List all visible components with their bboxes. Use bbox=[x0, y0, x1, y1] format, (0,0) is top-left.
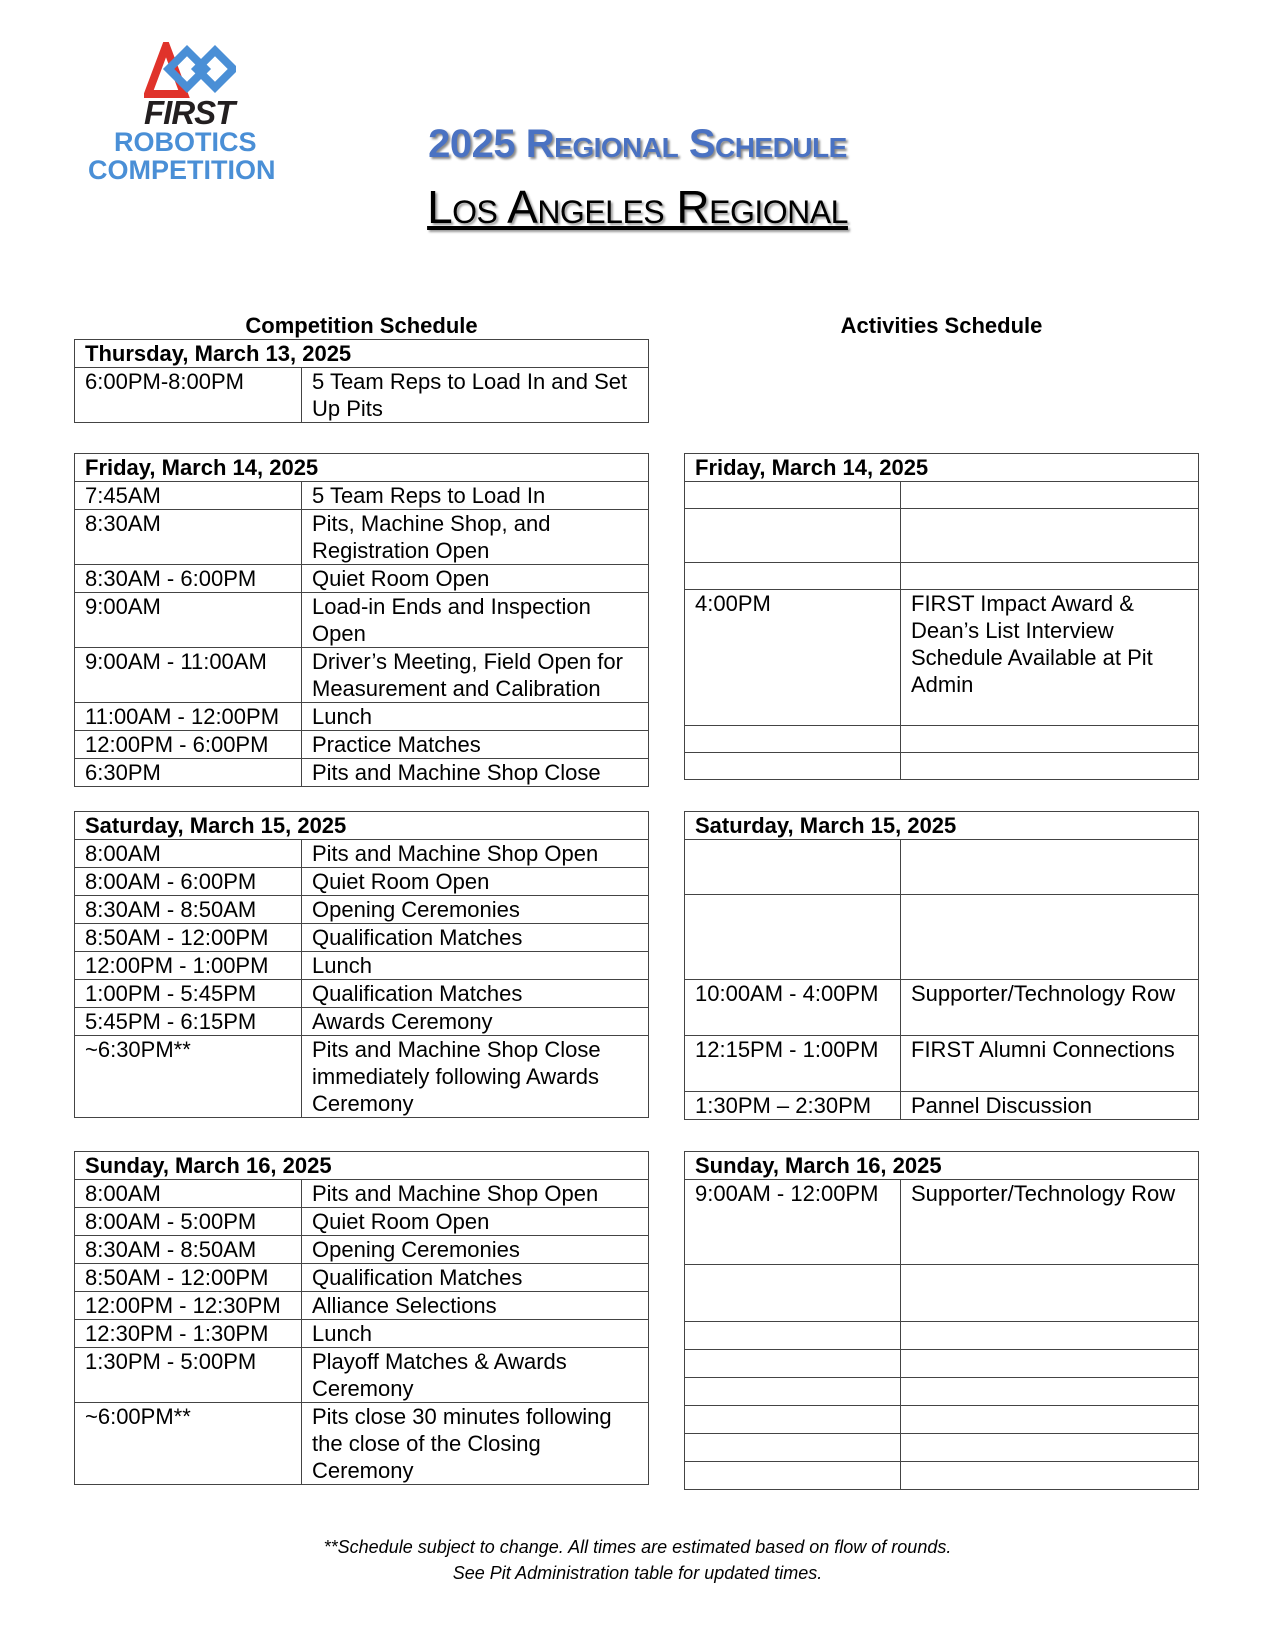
table-row bbox=[685, 563, 1199, 590]
competition-schedule-heading: Competition Schedule bbox=[245, 313, 478, 338]
event-cell: Lunch bbox=[302, 703, 649, 731]
table-row bbox=[685, 980, 1199, 1036]
table-row bbox=[75, 510, 649, 565]
time-cell: 8:00AM - 5:00PM bbox=[75, 1208, 302, 1236]
time-cell bbox=[685, 509, 901, 563]
table-row bbox=[75, 896, 649, 924]
event-cell: Supporter/Technology Row bbox=[901, 1180, 1199, 1265]
table-row bbox=[685, 1180, 1199, 1265]
page-title: 2025 Regional Schedule bbox=[428, 122, 847, 166]
logo-robotics-text: ROBOTICS bbox=[114, 127, 257, 157]
event-cell: Pannel Discussion bbox=[901, 1092, 1199, 1120]
event-cell bbox=[901, 509, 1199, 563]
footnote-line-2: See Pit Administration table for updated times. bbox=[452, 1563, 823, 1583]
time-cell: 8:50AM - 12:00PM bbox=[75, 924, 302, 952]
day-header: Saturday, March 15, 2025 bbox=[685, 812, 1199, 840]
time-cell bbox=[685, 1462, 901, 1490]
event-cell: Supporter/Technology Row bbox=[901, 980, 1199, 1036]
time-cell bbox=[685, 726, 901, 753]
event-cell bbox=[901, 1406, 1199, 1434]
event-cell: Qualification Matches bbox=[302, 1264, 649, 1292]
table-row bbox=[75, 868, 649, 896]
table-row bbox=[685, 1462, 1199, 1490]
event-cell: 5 Team Reps to Load In bbox=[302, 482, 649, 510]
event-cell bbox=[901, 1322, 1199, 1350]
table-row bbox=[75, 1292, 649, 1320]
table-row bbox=[75, 1236, 649, 1264]
table-row bbox=[75, 648, 649, 703]
event-cell bbox=[901, 1434, 1199, 1462]
time-cell: 10:00AM - 4:00PM bbox=[685, 980, 901, 1036]
table-row bbox=[75, 759, 649, 787]
time-cell bbox=[685, 1406, 901, 1434]
table-row bbox=[685, 840, 1199, 895]
event-cell: Pits, Machine Shop, and Registration Open bbox=[302, 510, 649, 565]
time-cell: 6:30PM bbox=[75, 759, 302, 787]
time-cell: ~6:00PM** bbox=[75, 1403, 302, 1485]
table-row bbox=[75, 1403, 649, 1485]
logo-first-text: FIRST bbox=[144, 94, 235, 131]
event-cell bbox=[901, 482, 1199, 509]
table-row bbox=[75, 1008, 649, 1036]
first-robotics-logo bbox=[86, 42, 306, 192]
time-cell bbox=[685, 1434, 901, 1462]
event-cell bbox=[901, 726, 1199, 753]
table-row bbox=[75, 1348, 649, 1403]
table-row bbox=[685, 1092, 1199, 1120]
time-cell: 12:30PM - 1:30PM bbox=[75, 1320, 302, 1348]
table-row bbox=[685, 1350, 1199, 1378]
table-row bbox=[685, 1036, 1199, 1092]
table-row bbox=[685, 1322, 1199, 1350]
time-cell bbox=[685, 1322, 901, 1350]
table-row bbox=[75, 1320, 649, 1348]
table-row bbox=[75, 840, 649, 868]
event-cell bbox=[901, 1462, 1199, 1490]
competition-saturday-table bbox=[74, 811, 649, 1118]
title-row bbox=[0, 122, 1275, 167]
table-row bbox=[75, 924, 649, 952]
event-cell: Opening Ceremonies bbox=[302, 1236, 649, 1264]
time-cell: 12:00PM - 6:00PM bbox=[75, 731, 302, 759]
table-row bbox=[685, 1265, 1199, 1322]
event-cell: Quiet Room Open bbox=[302, 1208, 649, 1236]
table-row bbox=[75, 1264, 649, 1292]
event-cell: Pits and Machine Shop Open bbox=[302, 1180, 649, 1208]
event-cell: Qualification Matches bbox=[302, 980, 649, 1008]
table-row bbox=[75, 1208, 649, 1236]
time-cell: 8:30AM bbox=[75, 510, 302, 565]
event-cell: Quiet Room Open bbox=[302, 565, 649, 593]
time-cell: 9:00AM - 11:00AM bbox=[75, 648, 302, 703]
time-cell: ~6:30PM** bbox=[75, 1036, 302, 1118]
event-cell: Practice Matches bbox=[302, 731, 649, 759]
table-row bbox=[75, 731, 649, 759]
time-cell: 12:00PM - 1:00PM bbox=[75, 952, 302, 980]
activities-sunday-table bbox=[684, 1151, 1199, 1490]
table-row bbox=[75, 368, 649, 423]
time-cell: 8:50AM - 12:00PM bbox=[75, 1264, 302, 1292]
logo-competition-text: COMPETITION bbox=[88, 155, 276, 185]
table-row bbox=[75, 482, 649, 510]
time-cell bbox=[685, 1265, 901, 1322]
day-header: Sunday, March 16, 2025 bbox=[75, 1152, 649, 1180]
time-cell: 12:15PM - 1:00PM bbox=[685, 1036, 901, 1092]
table-row bbox=[685, 1406, 1199, 1434]
footnote-line-1: **Schedule subject to change. All times are estimated based on flow of rounds. bbox=[323, 1537, 952, 1557]
event-cell: Pits and Machine Shop Close bbox=[302, 759, 649, 787]
event-cell: Lunch bbox=[302, 952, 649, 980]
event-cell: Awards Ceremony bbox=[302, 1008, 649, 1036]
day-header: Friday, March 14, 2025 bbox=[685, 454, 1199, 482]
competition-friday-table bbox=[74, 453, 649, 787]
competition-thursday-table bbox=[74, 339, 649, 423]
time-cell bbox=[685, 1350, 901, 1378]
table-row bbox=[685, 1378, 1199, 1406]
day-header: Friday, March 14, 2025 bbox=[75, 454, 649, 482]
table-row bbox=[685, 726, 1199, 753]
event-cell bbox=[901, 1265, 1199, 1322]
time-cell: 4:00PM bbox=[685, 590, 901, 726]
event-cell bbox=[901, 840, 1199, 895]
time-cell: 6:00PM-8:00PM bbox=[75, 368, 302, 423]
day-header: Sunday, March 16, 2025 bbox=[685, 1152, 1199, 1180]
event-cell: Load-in Ends and Inspection Open bbox=[302, 593, 649, 648]
event-cell: 5 Team Reps to Load In and Set Up Pits bbox=[302, 368, 649, 423]
table-row bbox=[75, 1180, 649, 1208]
time-cell: 8:00AM - 6:00PM bbox=[75, 868, 302, 896]
day-header: Saturday, March 15, 2025 bbox=[75, 812, 649, 840]
event-cell: Pits and Machine Shop Close immediately following Awards Ceremony bbox=[302, 1036, 649, 1118]
event-cell: Pits close 30 minutes following the close of the Closing Ceremony bbox=[302, 1403, 649, 1485]
time-cell: 12:00PM - 12:30PM bbox=[75, 1292, 302, 1320]
table-row bbox=[75, 565, 649, 593]
table-row bbox=[75, 593, 649, 648]
event-cell bbox=[901, 1378, 1199, 1406]
event-cell: Qualification Matches bbox=[302, 924, 649, 952]
event-cell: FIRST Impact Award & Dean’s List Interview Schedule Available at Pit Admin bbox=[901, 590, 1199, 726]
event-cell: Opening Ceremonies bbox=[302, 896, 649, 924]
table-row bbox=[75, 703, 649, 731]
time-cell: 9:00AM - 12:00PM bbox=[685, 1180, 901, 1265]
event-cell: Driver’s Meeting, Field Open for Measurement and Calibration bbox=[302, 648, 649, 703]
event-cell bbox=[901, 753, 1199, 780]
time-cell bbox=[685, 482, 901, 509]
page-subtitle: Los Angeles Regional bbox=[427, 181, 848, 233]
event-cell bbox=[901, 1350, 1199, 1378]
time-cell bbox=[685, 895, 901, 980]
activities-saturday-table bbox=[684, 811, 1199, 1120]
time-cell bbox=[685, 840, 901, 895]
time-cell: 8:30AM - 8:50AM bbox=[75, 1236, 302, 1264]
table-row bbox=[685, 482, 1199, 509]
day-header: Thursday, March 13, 2025 bbox=[75, 340, 649, 368]
subtitle-row bbox=[0, 180, 1275, 234]
event-cell: FIRST Alumni Connections bbox=[901, 1036, 1199, 1092]
time-cell: 8:00AM bbox=[75, 1180, 302, 1208]
event-cell: Quiet Room Open bbox=[302, 868, 649, 896]
event-cell: Playoff Matches & Awards Ceremony bbox=[302, 1348, 649, 1403]
time-cell bbox=[685, 1378, 901, 1406]
event-cell: Alliance Selections bbox=[302, 1292, 649, 1320]
footnote bbox=[0, 1534, 1275, 1586]
first-logo-icon bbox=[144, 42, 236, 98]
time-cell: 8:00AM bbox=[75, 840, 302, 868]
time-cell: 7:45AM bbox=[75, 482, 302, 510]
table-row bbox=[685, 895, 1199, 980]
activities-friday-table bbox=[684, 453, 1199, 780]
time-cell: 9:00AM bbox=[75, 593, 302, 648]
time-cell bbox=[685, 753, 901, 780]
time-cell: 5:45PM - 6:15PM bbox=[75, 1008, 302, 1036]
activities-schedule-heading: Activities Schedule bbox=[840, 313, 1043, 338]
competition-sunday-table bbox=[74, 1151, 649, 1485]
table-row bbox=[75, 952, 649, 980]
table-row bbox=[75, 1036, 649, 1118]
time-cell: 1:30PM – 2:30PM bbox=[685, 1092, 901, 1120]
event-cell bbox=[901, 895, 1199, 980]
table-row bbox=[75, 980, 649, 1008]
table-row bbox=[685, 590, 1199, 726]
time-cell: 1:30PM - 5:00PM bbox=[75, 1348, 302, 1403]
table-row bbox=[685, 509, 1199, 563]
time-cell: 1:00PM - 5:45PM bbox=[75, 980, 302, 1008]
time-cell: 8:30AM - 8:50AM bbox=[75, 896, 302, 924]
time-cell: 8:30AM - 6:00PM bbox=[75, 565, 302, 593]
table-row bbox=[685, 1434, 1199, 1462]
time-cell: 11:00AM - 12:00PM bbox=[75, 703, 302, 731]
table-row bbox=[685, 753, 1199, 780]
event-cell bbox=[901, 563, 1199, 590]
event-cell: Lunch bbox=[302, 1320, 649, 1348]
event-cell: Pits and Machine Shop Open bbox=[302, 840, 649, 868]
time-cell bbox=[685, 563, 901, 590]
